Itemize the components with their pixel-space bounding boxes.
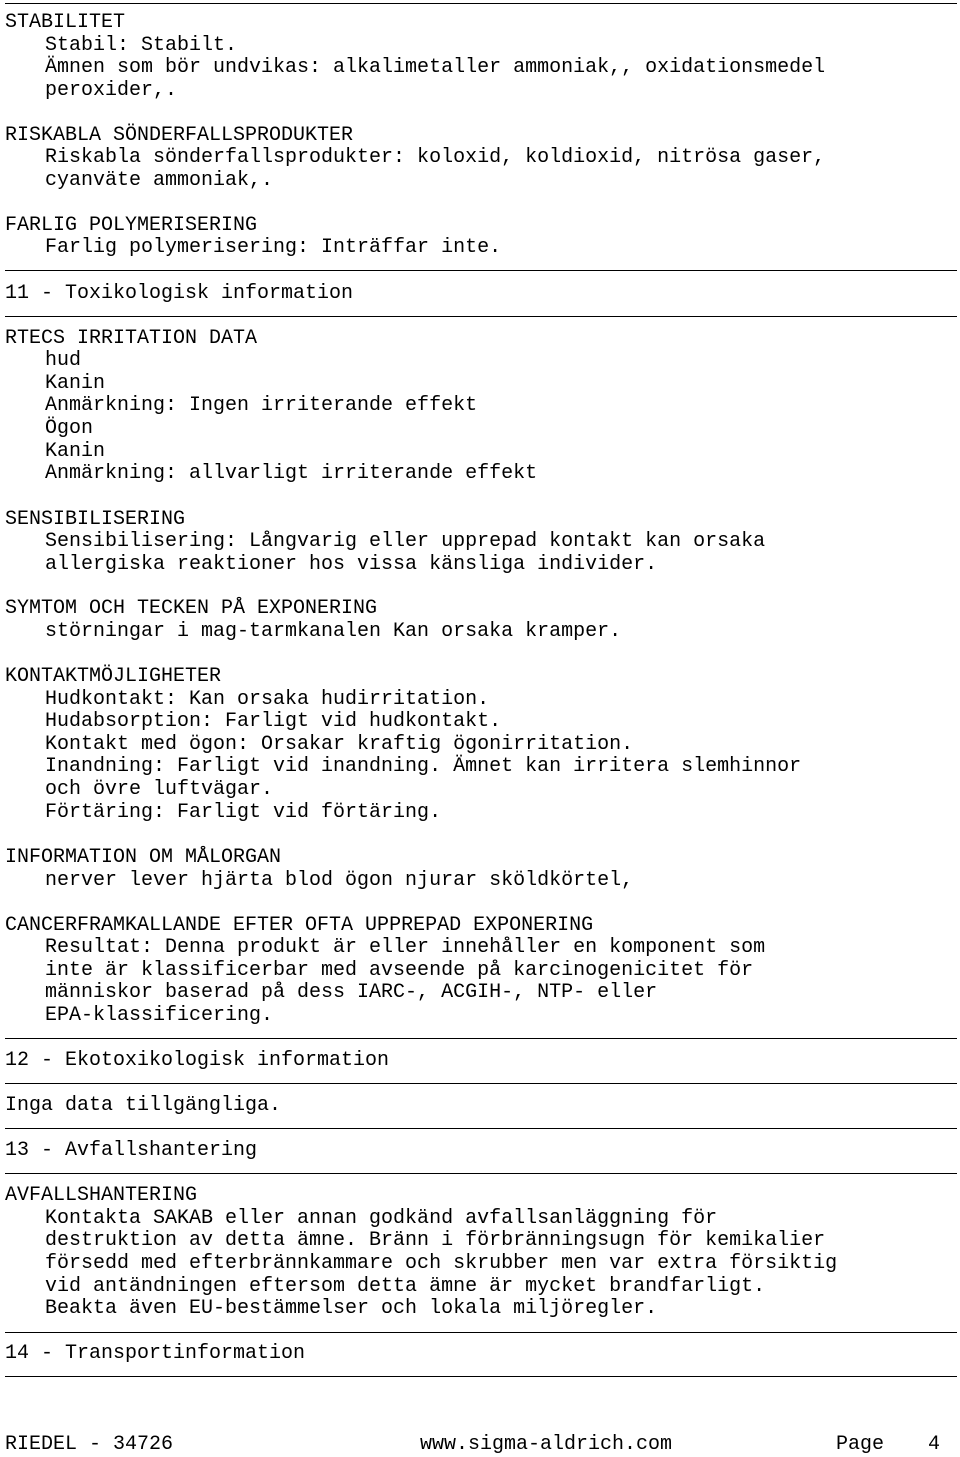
text-line: Farlig polymerisering: Inträffar inte. [45, 236, 502, 259]
footer-website-link[interactable]: www.sigma-aldrich.com [420, 1433, 673, 1456]
text-line: Riskabla sönderfallsprodukter: koloxid, koldioxid, nitrösa gaser, [45, 146, 826, 169]
text-line: Hudkontakt: Kan orsaka hudirritation. [45, 688, 490, 711]
section-divider [5, 1332, 957, 1333]
text-line: och övre luftvägar. [45, 778, 274, 801]
text-line: inte är klassificerbar med avseende på karcinogenicitet för [45, 959, 754, 982]
section-heading-symptoms: SYMTOM OCH TECKEN PÅ EXPONERING [5, 597, 378, 620]
text-line: vid antändningen eftersom detta ämne är mycket brandfarligt. [45, 1275, 766, 1298]
section-divider [5, 316, 957, 317]
text-line: Ämnen som bör undvikas: alkalimetaller ammoniak,, oxidationsmedel [45, 56, 826, 79]
text-line: Sensibilisering: Långvarig eller upprepad kontakt kan orsaka [45, 530, 766, 553]
text-line: Förtäring: Farligt vid förtäring. [45, 801, 442, 824]
text-line: Ögon [45, 417, 94, 440]
section-heading-rtecs: RTECS IRRITATION DATA [5, 327, 258, 350]
section-title-11: 11 - Toxikologisk information [5, 282, 354, 305]
text-line: cyanväte ammoniak,. [45, 169, 274, 192]
section-heading-stability: STABILITET [5, 11, 126, 34]
text-line: Resultat: Denna produkt är eller innehåller en komponent som [45, 936, 766, 959]
text-line: destruktion av detta ämne. Bränn i förbränningsugn för kemikalier [45, 1229, 826, 1252]
top-divider [5, 3, 957, 4]
text-line: Hudabsorption: Farligt vid hudkontakt. [45, 710, 502, 733]
text-line: allergiska reaktioner hos vissa känsliga individer. [45, 553, 658, 576]
no-data-text: Inga data tillgängliga. [5, 1094, 282, 1117]
section-divider [5, 1038, 957, 1039]
section-title-13: 13 - Avfallshantering [5, 1139, 258, 1162]
text-line: Kontakt med ögon: Orsakar kraftig ögonirritation. [45, 733, 634, 756]
section-divider [5, 1376, 957, 1377]
text-line: störningar i mag-tarmkanalen Kan orsaka kramper. [45, 620, 622, 643]
text-line: nerver lever hjärta blod ögon njurar sköldkörtel, [45, 869, 634, 892]
text-line: människor baserad på dess IARC-, ACGIH-, NTP- eller [45, 981, 658, 1004]
text-line: Stabil: Stabilt. [45, 34, 238, 57]
text-line: peroxider,. [45, 79, 178, 102]
section-divider [5, 1083, 957, 1084]
section-heading-polymerization: FARLIG POLYMERISERING [5, 214, 258, 237]
section-heading-contact: KONTAKTMÖJLIGHETER [5, 665, 222, 688]
footer-page-label: Page [836, 1433, 885, 1456]
text-line: försedd med efterbrännkammare och skrubber men var extra försiktig [45, 1252, 838, 1275]
section-heading-sensitization: SENSIBILISERING [5, 508, 186, 531]
section-divider [5, 270, 957, 271]
text-line: Beakta även EU-bestämmelser och lokala miljöregler. [45, 1297, 658, 1320]
text-line: Kanin [45, 372, 106, 395]
text-line: Anmärkning: allvarligt irriterande effekt [45, 462, 538, 485]
section-title-14: 14 - Transportinformation [5, 1342, 306, 1365]
text-line: Kontakta SAKAB eller annan godkänd avfallsanläggning för [45, 1207, 718, 1230]
text-line: Anmärkning: Ingen irriterande effekt [45, 394, 478, 417]
section-divider [5, 1173, 957, 1174]
footer-product: RIEDEL - 34726 [5, 1433, 174, 1456]
text-line: hud [45, 349, 82, 372]
text-line: EPA-klassificering. [45, 1004, 274, 1027]
text-line: Inandning: Farligt vid inandning. Ämnet kan irritera slemhinnor [45, 755, 802, 778]
section-title-12: 12 - Ekotoxikologisk information [5, 1049, 390, 1072]
footer-page-number: 4 [928, 1433, 941, 1456]
section-divider [5, 1128, 957, 1129]
section-heading-target-organs: INFORMATION OM MÅLORGAN [5, 846, 282, 869]
section-heading-carcinogenic: CANCERFRAMKALLANDE EFTER OFTA UPPREPAD EXPONERING [5, 914, 594, 937]
section-heading-disposal: AVFALLSHANTERING [5, 1184, 198, 1207]
section-heading-decomposition: RISKABLA SÖNDERFALLSPRODUKTER [5, 124, 354, 147]
text-line: Kanin [45, 440, 106, 463]
